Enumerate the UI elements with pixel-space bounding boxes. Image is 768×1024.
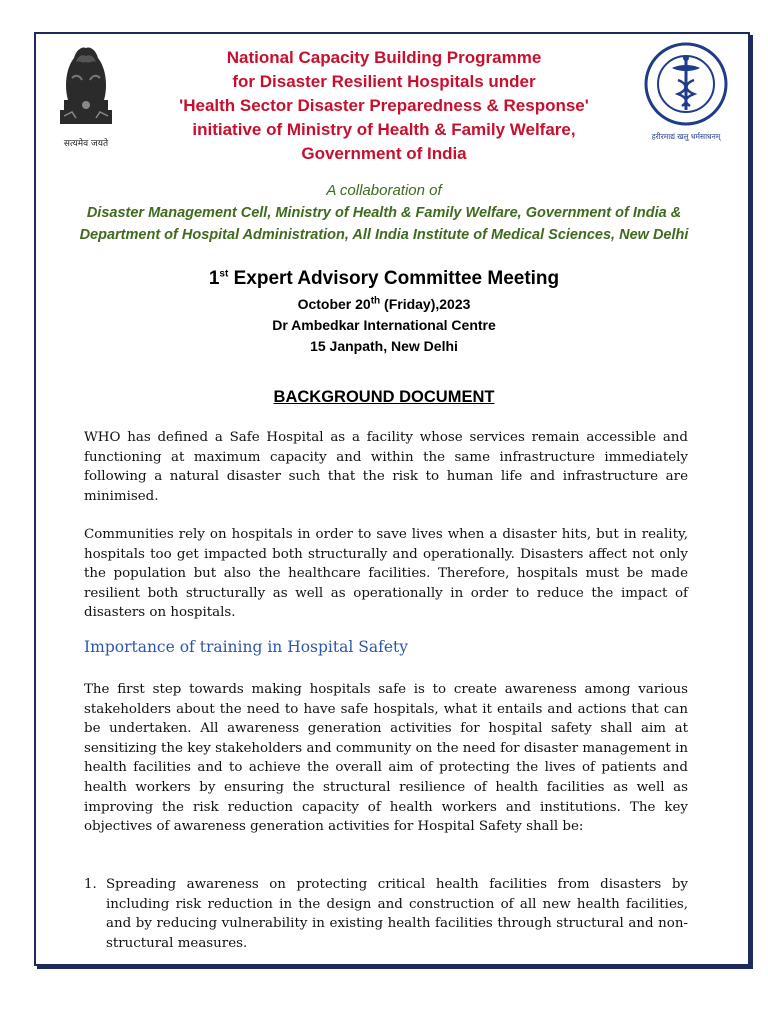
programme-title [140,46,628,166]
paragraph: The first step towards making hospitals safe is to create awareness among various stakeholders about the need to have safe hospitals, what it entails and actions that can be undertaken. All awareness generation activities for hospital safety shall aim at sensitizing the key stakeholders and community on the need for disaster management in health facilities and to achieve the overall aim of protecting the lives of patients and health workers by ensuring the structural resilience of health facilities as well as improving the risk reduction capacity of health workers and institutions. The key objectives of awareness generation activities for Hospital Safety shall be: [84,682,688,835]
programme-line: Government of India [301,144,467,163]
paragraph: WHO has defined a Safe Hospital as a facility whose services remain accessible and functioning at maximum capacity and within the same infrastructure immediately following a natural disaster such that the risk to human life and infrastructure are minimised. [84,430,688,504]
collaboration-block [40,180,728,246]
collaboration-org: Disaster Management Cell, Ministry of Health & Family Welfare, Government of India & [86,205,682,221]
meeting-title-text: Expert Advisory Committee Meeting [228,268,560,289]
aiims-logo [636,40,736,140]
emblem-motto: सत्यमेव जयते [63,139,109,149]
aiims-logo-icon [636,40,736,132]
programme-line: 'Health Sector Disaster Preparedness & Response' [179,96,589,115]
programme-line: initiative of Ministry of Health & Family Welfare, [192,120,576,139]
collaboration-org: Department of Hospital Administration, All India Institute of Medical Sciences, New Delhi [79,227,689,243]
meeting-venue: Dr Ambedkar International Centre [272,317,496,333]
section-heading: Importance of training in Hospital Safety [84,638,408,656]
meeting-ordinal: 1 [208,268,220,289]
document-title: BACKGROUND DOCUMENT [273,388,495,406]
meeting-date-prefix: October 20 [297,296,371,312]
meeting-ordinal-suffix: st [219,268,229,280]
list-text: Spreading awareness on protecting critical health facilities from disasters by including risk reduction in the design and construction of all new health facilities, and by reducing vulnerability in existing health facilities through structural and non-structural measures. [106,877,688,951]
meeting-date-rest: (Friday),2023 [380,296,471,312]
programme-line: National Capacity Building Programme [226,48,542,67]
programme-line: for Disaster Resilient Hospitals under [232,72,536,91]
aiims-motto: हरीरमाद्यं खलु धर्मसाधनम् [651,132,721,141]
collaboration-intro: A collaboration of [326,182,442,199]
meeting-title [40,264,728,294]
meeting-date-suffix: th [370,295,381,307]
meeting-info [40,264,728,357]
meeting-date [40,294,728,315]
emblem [46,38,126,150]
meeting-address: 15 Janpath, New Delhi [310,338,458,354]
ashoka-emblem-icon [46,38,126,134]
paragraph: Communities rely on hospitals in order to save lives when a disaster hits, but in reality, hospitals too get impacted both structurally and operationally. Disasters affect not only the population but also the healthcare facilities. Therefore, hospitals must be made resilient both structurally as well as operationally in order to reduce the impact of disasters on hospitals. [84,527,688,621]
list-number: 1. [84,877,97,892]
